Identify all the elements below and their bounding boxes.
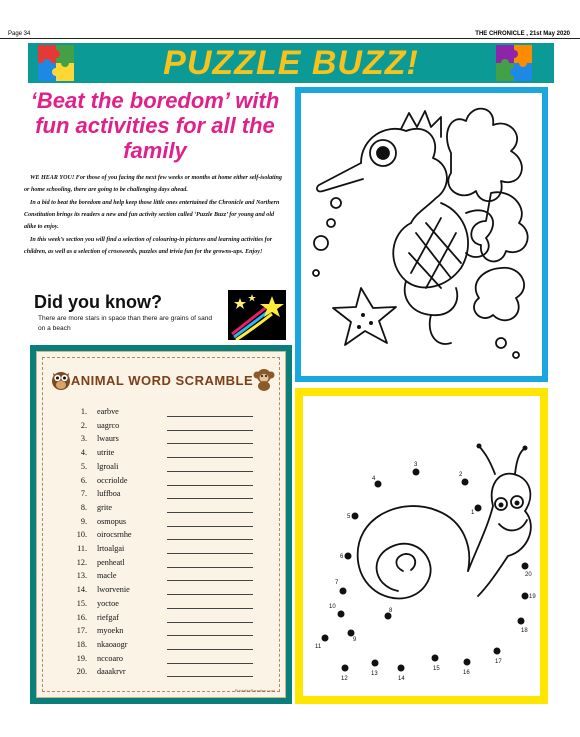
dot-label: 13 <box>371 671 378 677</box>
item-number: 19. <box>76 653 87 663</box>
animal-word-scramble <box>30 345 292 704</box>
publication-line: THE CHRONICLE , 21st May 2020 <box>475 31 570 37</box>
word-scramble-title: ANIMAL WORD SCRAMBLE <box>70 373 254 388</box>
scrambled-word: lworvenie <box>97 585 130 595</box>
dot-label: 2 <box>459 472 463 478</box>
scrambled-word: lrtoalgai <box>97 544 125 553</box>
answer-line[interactable] <box>167 635 253 636</box>
dot-label: 7 <box>335 580 339 586</box>
answer-line[interactable] <box>167 416 253 417</box>
word-scramble-sheet <box>36 351 286 698</box>
puzzle-banner <box>28 43 554 83</box>
intro-paragraph: In a bid to beat the boredom and help keep those little ones entertained the Chronicle and Northern Constitution brings its readers a new and fun activity section called ‘Puzzle Buzz’ for young and old alike to enjoy. <box>24 200 280 230</box>
answer-line[interactable] <box>167 443 253 444</box>
dot-label: 1 <box>471 510 475 516</box>
monkey-icon <box>253 367 275 391</box>
scrambled-word: utrite <box>97 448 115 458</box>
scrambled-word: oirocsrnhe <box>97 530 132 540</box>
item-number: 8. <box>80 502 87 512</box>
banner-title: PUZZLE BUZZ! <box>163 44 419 82</box>
item-number: 1. <box>80 407 87 416</box>
dot-label: 11 <box>315 644 322 650</box>
dot-label: 8 <box>389 608 393 614</box>
snail-dot-to-dot <box>295 388 548 704</box>
scrambled-word: osmopus <box>97 516 127 526</box>
sheet-credit: PrintableParadise.com <box>234 688 275 693</box>
snail-drawing <box>303 396 540 696</box>
item-number: 12. <box>76 557 87 567</box>
answer-line[interactable] <box>167 430 253 431</box>
page-number: Page 34 <box>8 31 31 37</box>
scrambled-word: daaakrvr <box>97 667 126 677</box>
item-number: 2. <box>80 420 87 430</box>
scrambled-word: luffboa <box>97 489 121 499</box>
intro-paragraph: WE HEAR YOU! For those of you facing the next few weeks or months at home either self-isolating or home schooling, there are going to be challenging days ahead. <box>24 175 282 193</box>
jigsaw-puzzle-icon <box>36 43 76 83</box>
item-number: 7. <box>80 489 87 499</box>
item-number: 14. <box>76 585 87 595</box>
did-you-know-text: There are more stars in space than there are grains of sand on a beach <box>38 315 213 332</box>
answer-line[interactable] <box>167 663 253 664</box>
item-number: 16. <box>76 612 87 622</box>
answer-line[interactable] <box>167 457 253 458</box>
answer-line[interactable] <box>167 594 253 595</box>
dot-label: 10 <box>329 604 336 610</box>
scrambled-word: earbve <box>97 407 119 416</box>
dot-label: 20 <box>525 572 532 578</box>
answer-line[interactable] <box>167 498 253 499</box>
item-number: 10. <box>76 530 87 540</box>
dot-label: 17 <box>495 659 502 665</box>
dot-label: 14 <box>398 676 405 682</box>
item-number: 3. <box>80 434 87 444</box>
answer-line[interactable] <box>167 526 253 527</box>
seahorse-drawing <box>301 93 542 376</box>
dot-label: 6 <box>340 554 344 560</box>
dot-label: 15 <box>433 666 440 672</box>
article-headline: ‘Beat the boredom’ with fun activities for all the family <box>30 88 280 163</box>
item-number: 17. <box>76 626 87 636</box>
answer-line[interactable] <box>167 676 253 677</box>
header-rule <box>0 38 580 39</box>
answer-line[interactable] <box>167 539 253 540</box>
jigsaw-puzzle-icon <box>494 43 534 83</box>
item-number: 13. <box>76 571 87 581</box>
answer-line[interactable] <box>167 553 253 554</box>
intro-paragraph: In this week’s section you will find a selection of colouring-in pictures and learning activities for children, as well as a selection of crosswords, puzzles and trivia fun for the growns-ups. Enjoy! <box>24 237 273 255</box>
item-number: 6. <box>80 475 87 485</box>
scrambled-word: penheatl <box>97 557 125 567</box>
dot-label: 5 <box>347 514 351 520</box>
item-number: 11. <box>77 544 87 553</box>
scrambled-word: lgroali <box>97 461 119 471</box>
item-number: 5. <box>80 461 87 471</box>
answer-line[interactable] <box>167 512 253 513</box>
did-you-know-title: Did you know? <box>34 292 162 312</box>
dot-label: 16 <box>463 670 470 676</box>
scrambled-word: nkaoaogr <box>97 639 128 649</box>
scrambled-word: grite <box>97 502 113 512</box>
answer-line[interactable] <box>167 622 253 623</box>
scrambled-word: riefgaf <box>97 612 119 622</box>
scrambled-word: yoctoe <box>97 598 119 608</box>
scrambled-word: macle <box>97 571 117 581</box>
answer-line[interactable] <box>167 580 253 581</box>
scrambled-word: lwaurs <box>97 434 119 444</box>
item-number: 9. <box>80 516 87 526</box>
answer-line[interactable] <box>167 485 253 486</box>
scrambled-word: nccoaro <box>97 653 123 663</box>
dot-label: 4 <box>372 476 376 482</box>
dot-label: 3 <box>414 462 418 468</box>
shooting-star-icon <box>228 290 286 340</box>
scrambled-word: occriolde <box>97 475 128 485</box>
item-number: 4. <box>80 448 87 458</box>
item-number: 15. <box>76 598 87 608</box>
answer-line[interactable] <box>167 567 253 568</box>
seahorse-colouring-picture <box>295 87 548 382</box>
answer-line[interactable] <box>167 608 253 609</box>
scrambled-word: myoekn <box>97 626 124 636</box>
answer-line[interactable] <box>167 649 253 650</box>
dot-label: 12 <box>341 676 348 682</box>
dot-label: 9 <box>353 637 357 643</box>
item-number: 20. <box>76 667 87 677</box>
answer-line[interactable] <box>167 471 253 472</box>
dot-label: 18 <box>521 628 528 634</box>
dot-label: 19 <box>529 594 536 600</box>
item-number: 18. <box>76 639 87 649</box>
scrambled-word: uagrco <box>97 420 120 430</box>
article-intro <box>24 172 286 259</box>
